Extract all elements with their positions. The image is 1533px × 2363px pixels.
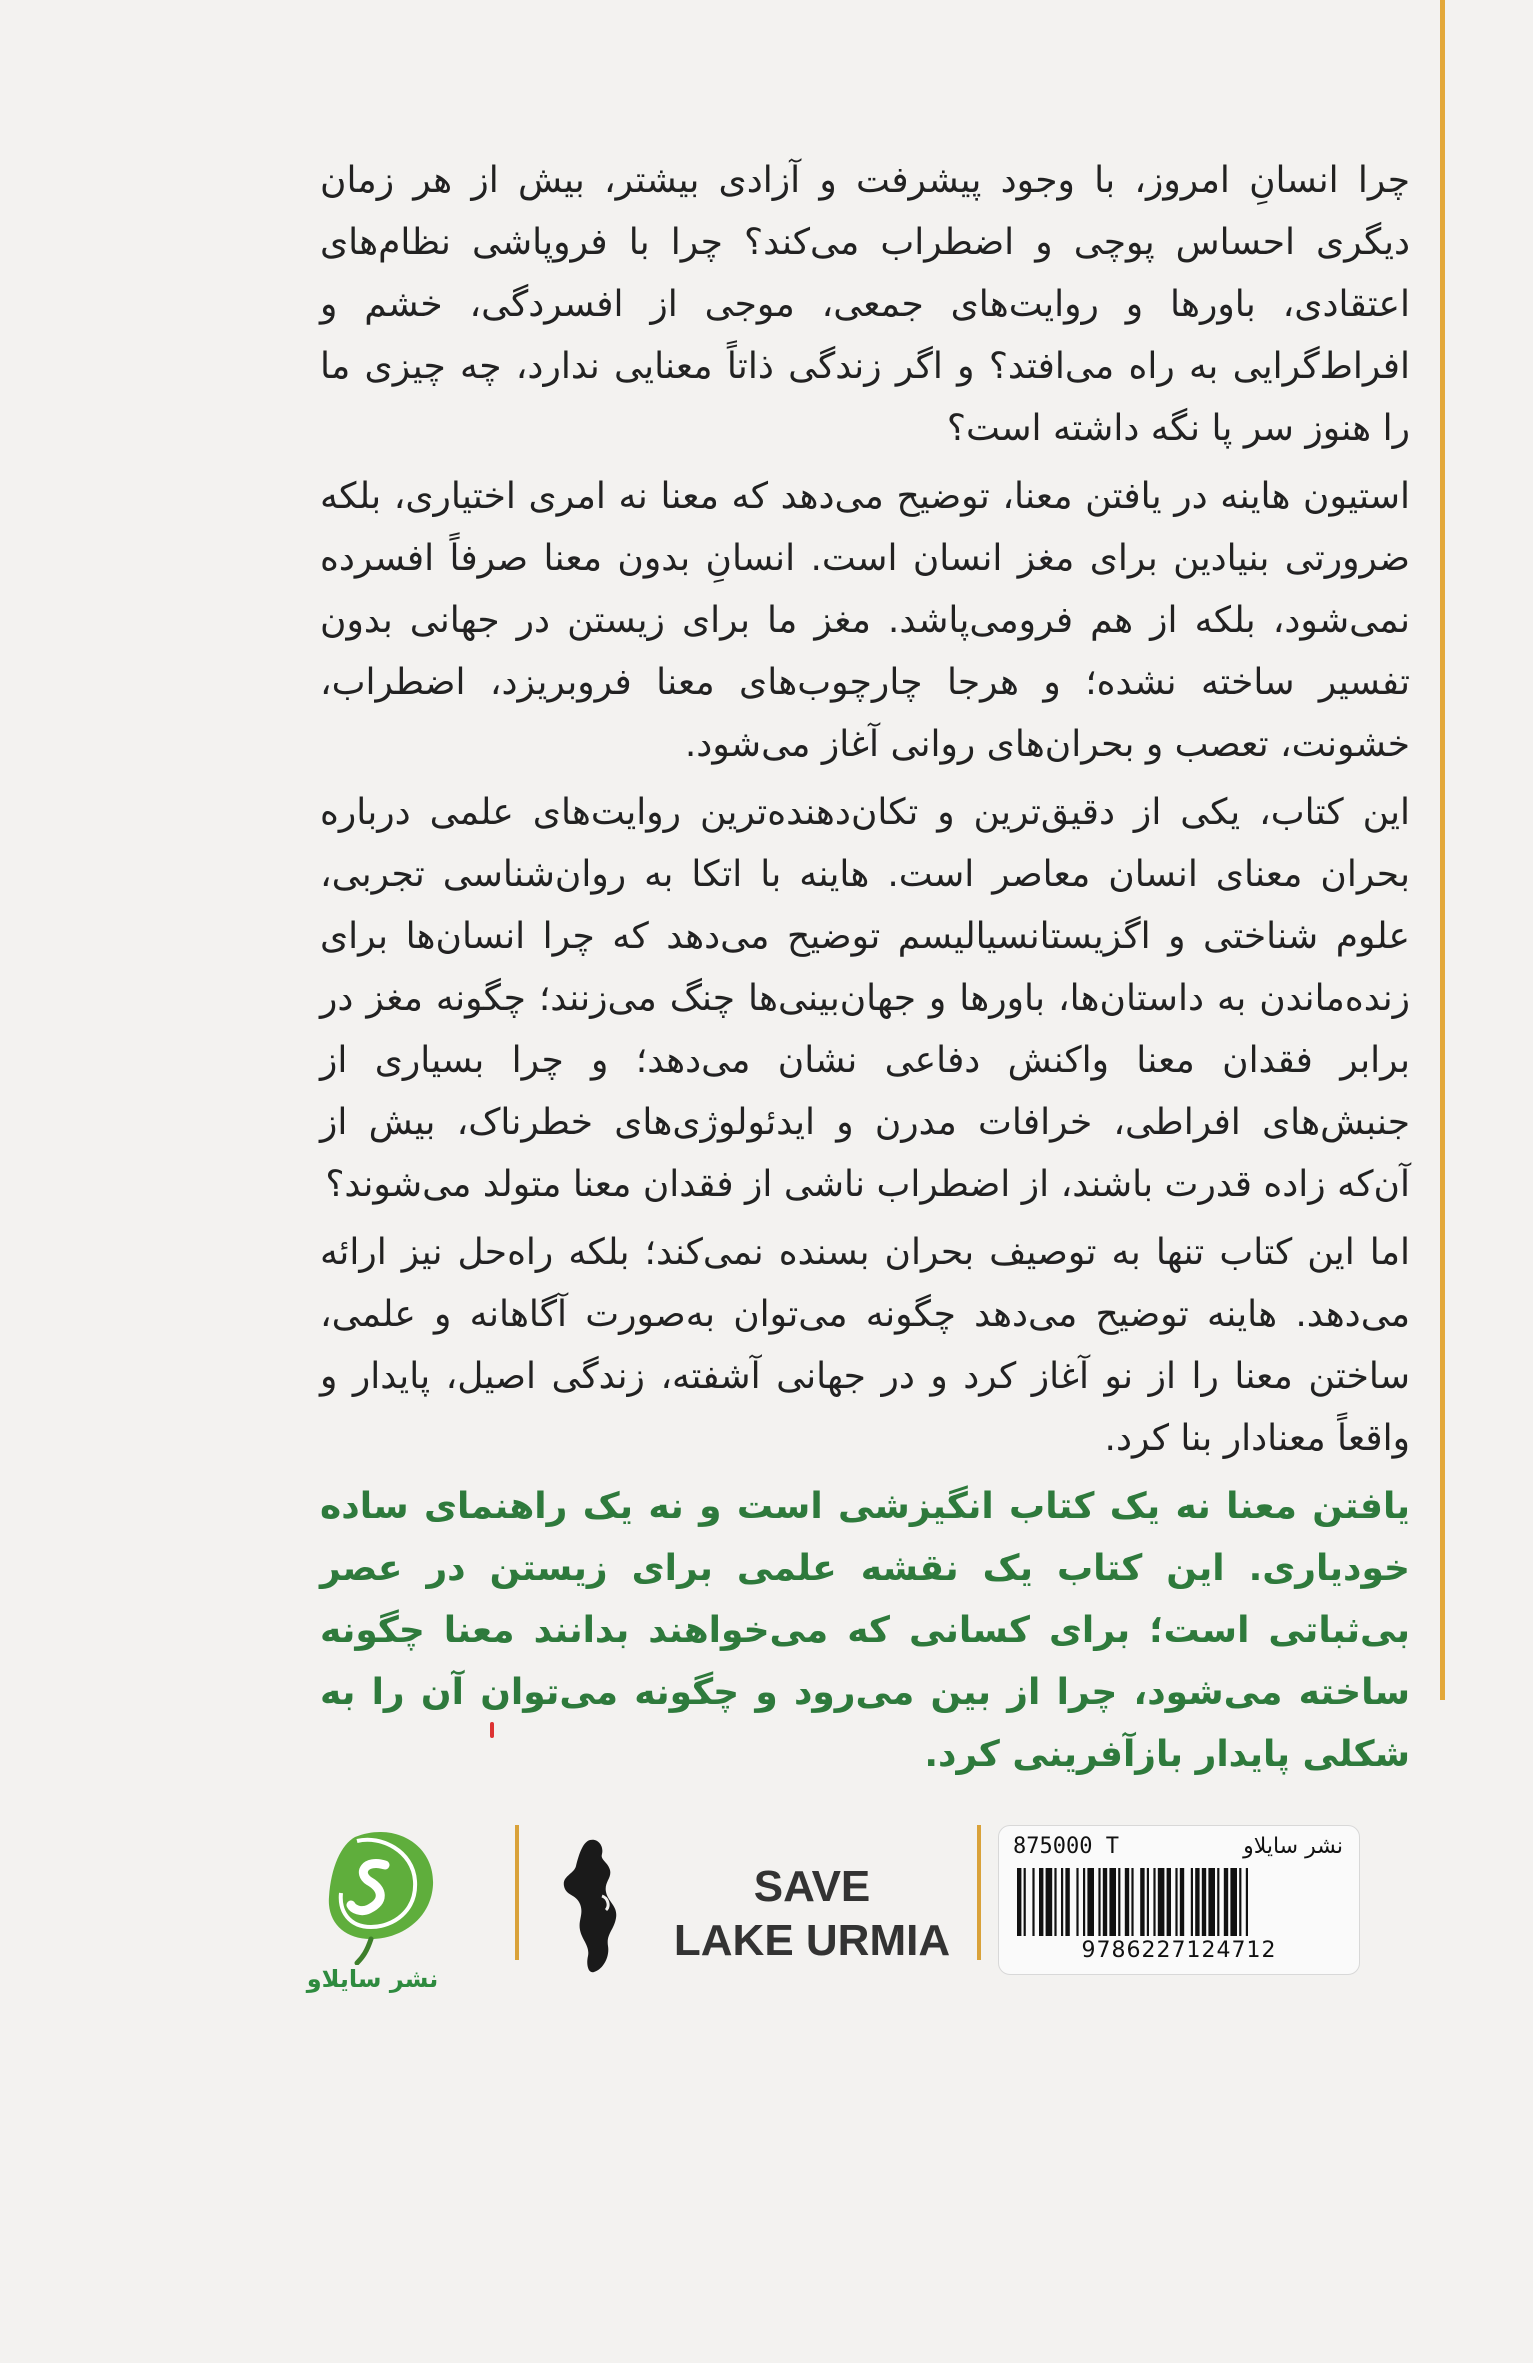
save-line-2: LAKE URMIA — [673, 1916, 951, 1965]
publisher-logo-caption: نشر سایلاو — [306, 1965, 439, 1993]
publisher-logo — [285, 1815, 460, 2015]
blurb-highlight: یافتن معنا نه یک کتاب انگیزشی است و نه یک راهنمای ساده خودیاری. این کتاب یک نقشه علمی برای زیستن در عصر بی‌ثباتی است؛ برای کسانی که می‌خواهند بدانند معنا چگونه ساخته می‌شود، چرا از بین می‌رود و چگونه می‌توان آن را به شکلی پایدار بازآفرینی کرد. — [320, 1486, 1410, 1775]
red-ink-mark — [490, 1722, 494, 1738]
price-text: 875000 T — [1013, 1834, 1119, 1859]
blurb-paragraph-2: استیون هاینه در یافتن معنا، توضیح می‌دهد که معنا نه امری اختیاری، بلکه ضرورتی بنیادین برای مغز انسان است. انسانِ بدون معنا صرفاً افسرده نمی‌شود، بلکه از هم فرومی‌پاشد. مغز ما برای زیستن در جهانی بدون تفسیر ساخته نشده؛ و هرجا چارچوب‌های معنا فروبریزد، اضطراب، خشونت، تعصب و بحران‌های روانی آغاز می‌شود. — [320, 476, 1410, 765]
save-line-1: SAVE — [753, 1862, 871, 1911]
blurb-text — [320, 150, 1410, 1792]
barcode-publisher: نشر سایلاو — [1243, 1834, 1343, 1859]
spine-accent-line — [1440, 0, 1445, 1700]
lake-urmia-map-icon — [552, 1836, 632, 1976]
barcode-label — [998, 1825, 1360, 1975]
barcode-bars-icon — [1017, 1868, 1337, 1936]
blurb-paragraph-1: چرا انسانِ امروز، با وجود پیشرفت و آزادی بیشتر، بیش از هر زمان دیگری احساس پوچی و اضطراب می‌کند؟ چرا با فروپاشی نظام‌های اعتقادی، باورها و روایت‌های جمعی، موجی از افسردگی، خشم و افراط‌گرایی به راه می‌افتد؟ و اگر زندگی ذاتاً معنایی ندارد، چه چیزی ما را هنوز سر پا نگه داشته است؟ — [320, 160, 1410, 449]
footer-divider-right — [977, 1825, 981, 1960]
isbn-number: 9786227124712 — [1081, 1938, 1277, 1963]
save-lake-urmia-text — [662, 1860, 962, 1968]
leaf-logo-icon — [285, 1815, 460, 1965]
blurb-paragraph-3: این کتاب، یکی از دقیق‌ترین و تکان‌دهنده‌ترین روایت‌های علمی درباره بحران معنای انسان معاصر است. هاینه با اتکا به روان‌شناسی تجربی، علوم شناختی و اگزیستانسیالیسم توضیح می‌دهد که چرا انسان‌ها برای زنده‌ماندن به داستان‌ها، باورها و جهان‌بینی‌ها چنگ می‌زنند؛ چگونه مغز در برابر فقدان معنا واکنش دفاعی نشان می‌دهد؛ و چرا بسیاری از جنبش‌های افراطی، خرافات مدرن و ایدئولوژی‌های خطرناک، بیش از آن‌که زاده قدرت باشند، از اضطراب ناشی از فقدان معنا متولد می‌شوند؟ — [320, 792, 1410, 1205]
footer-divider-left — [515, 1825, 519, 1960]
barcode-top-row — [1013, 1834, 1343, 1864]
blurb-paragraph-4: اما این کتاب تنها به توصیف بحران بسنده نمی‌کند؛ بلکه راه‌حل نیز ارائه می‌دهد. هاینه توضیح می‌دهد چگونه می‌توان به‌صورت آگاهانه و علمی، ساختن معنا را از نو آغاز کرد و در جهانی آشفته، زندگی اصیل، پایدار و واقعاً معنادار بنا کرد. — [320, 1232, 1410, 1459]
